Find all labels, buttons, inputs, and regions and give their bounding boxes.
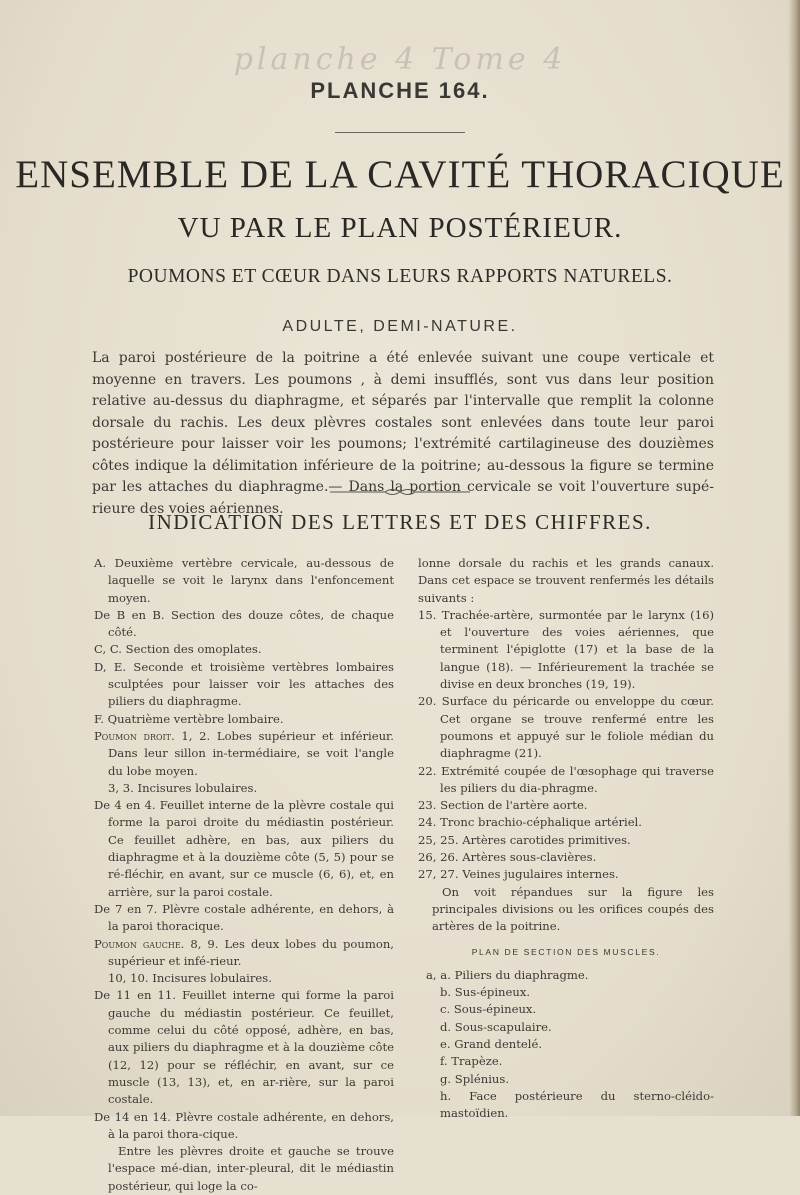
subtitle-scale: ADULTE, DEMI-NATURE. bbox=[282, 318, 518, 335]
legend-entry bbox=[94, 641, 394, 658]
legend-entry bbox=[418, 967, 714, 984]
legend-entry-text: 1, 2. Lobes supérieur et inférieur. Dans leur sillon in-termédiaire, se voit l'angle du lobe moyen. bbox=[108, 728, 394, 778]
legend-entry-text: De 7 en 7. Plèvre costale adhérente, en dehors, à la paroi thoracique. bbox=[94, 901, 394, 934]
legend-entry-text: 3, 3. Incisures lobulaires. bbox=[108, 780, 258, 795]
legend-entry bbox=[418, 1053, 714, 1070]
legend-entry bbox=[418, 797, 714, 814]
legend-entry bbox=[418, 763, 714, 798]
legend-entry bbox=[418, 693, 714, 762]
legend-entry bbox=[418, 866, 714, 883]
plate-number: PLANCHE 164. bbox=[310, 78, 490, 103]
legend-entry-text: g. Splénius. bbox=[440, 1071, 510, 1086]
legend-entry bbox=[94, 607, 394, 642]
legend-entry bbox=[94, 728, 394, 780]
legend-entry-text: 23. Section de l'artère aorte. bbox=[418, 798, 588, 813]
legend-entry bbox=[418, 814, 714, 831]
legend-entry-text: 25, 25. Artères carotides primitives. bbox=[418, 832, 631, 847]
lung-label: Poumon droit. bbox=[94, 728, 175, 743]
legend-right-column bbox=[418, 555, 714, 1123]
legend-entry bbox=[94, 936, 394, 971]
legend-entry bbox=[94, 901, 394, 936]
legend-entry-text: A. Deuxième vertèbre cervicale, au-dessous de laquelle se voit le larynx dans l'enfoncement moyen. bbox=[94, 556, 394, 605]
legend-entry bbox=[418, 984, 714, 1001]
legend-entry-text: De 4 en 4. Feuillet interne de la plèvre costale qui forme la paroi droite du médiastin postérieur. Ce feuillet adhère, en bas, aux piliers du diaphragme et à la douzième côte (5, 5) pour se ré-fléchir, en avant, sur ce muscle (6, 6), et, en arrière, sur la paroi costale. bbox=[94, 798, 394, 899]
legend-entry-text: 22. Extrémité coupée de l'œsophage qui traverse les piliers du dia-phragme. bbox=[418, 763, 714, 795]
legend-entry bbox=[418, 884, 714, 936]
ornament-divider bbox=[330, 487, 470, 497]
legend-entry-text: 15. Trachée-artère, surmontée par le larynx (16) et l'ouverture des voies aériennes, que terminent l'épiglotte (17) et la base de la langue (18). — Inférieurement la trachée se divise en deux bronches (19, 19). bbox=[418, 607, 714, 692]
title-divider bbox=[335, 132, 465, 133]
legend-entry bbox=[418, 607, 714, 693]
legend-entry bbox=[94, 555, 394, 607]
legend-entry-text: a, a. Piliers du diaphragme. bbox=[426, 967, 589, 982]
subtitle: VU PAR LE PLAN POSTÉRIEUR. bbox=[177, 212, 623, 244]
legend-entry-text: d. Sous-scapulaire. bbox=[440, 1019, 552, 1034]
legend-entry-text: PLAN DE SECTION DES MUSCLES. bbox=[471, 946, 661, 957]
legend-entry bbox=[94, 711, 394, 728]
subtitle-organs: POUMONS ET CŒUR DANS LEURS RAPPORTS NATURELS. bbox=[127, 266, 673, 287]
legend-entry-text: 8, 9. Les deux lobes du poumon, supérieur et infé-rieur. bbox=[108, 936, 394, 968]
legend-entry bbox=[418, 555, 714, 607]
legend-entry-text: f. Trapèze. bbox=[440, 1054, 503, 1069]
legend-entry bbox=[418, 1001, 714, 1018]
legend-entry-text: 26, 26. Artères sous-clavières. bbox=[418, 850, 597, 865]
legend-entry-text: C, C. Section des omoplates. bbox=[94, 642, 262, 657]
main-title: ENSEMBLE DE LA CAVITÉ THORACIQUE bbox=[15, 153, 785, 196]
legend-entry-text: lonne dorsale du rachis et les grands canaux. Dans cet espace se trouvent renfermés les détails suivants : bbox=[418, 556, 714, 605]
legend-entry-text: De 11 en 11. Feuillet interne qui forme la paroi gauche du médiastin postérieur. Ce feuillet, comme celui du côté opposé, adhère, en bas, aux piliers du diaphragme et à la douzième côte (12, 12) pour se réfléchir, en avant, sur ce muscle (13, 13), et, en ar-rière, sur la paroi costale. bbox=[94, 988, 394, 1107]
legend-entry-text: D, E. Seconde et troisième vertèbres lombaires sculptées pour laisser voir les attaches des piliers du diaphragme. bbox=[94, 659, 394, 709]
legend-entry-text: De 14 en 14. Plèvre costale adhérente, en dehors, à la paroi thora-cique. bbox=[94, 1109, 394, 1141]
legend-entry bbox=[418, 1036, 714, 1053]
legend-entry bbox=[94, 1143, 394, 1195]
legend-entry bbox=[418, 1071, 714, 1088]
legend-left-column bbox=[94, 555, 394, 1195]
legend-title: INDICATION DES LETTRES ET DES CHIFFRES. bbox=[148, 510, 652, 534]
legend-entry bbox=[418, 944, 714, 961]
legend-entry-text: b. Sus-épineux. bbox=[440, 985, 531, 1000]
legend-entry-text: De B en B. Section des douze côtes, de chaque côté. bbox=[94, 607, 394, 640]
legend-entry-text: Entre les plèvres droite et gauche se trouve l'espace mé-dian, inter-pleural, dit le médiastin postérieur, qui loge la co- bbox=[108, 1144, 394, 1193]
legend-entry bbox=[418, 849, 714, 866]
legend-entry bbox=[94, 970, 394, 987]
legend-entry-text: 20. Surface du péricarde ou enveloppe du cœur. Cet organe se trouve renfermé entre les poumons et appuyé sur le foliole médian du diaphragme (21). bbox=[418, 694, 714, 761]
legend-entry-text: On voit répandues sur la figure les principales divisions ou les orifices coupés des artères de la poitrine. bbox=[432, 884, 714, 934]
legend-entry bbox=[418, 832, 714, 849]
legend-entry bbox=[418, 1019, 714, 1036]
legend-entry-text: F. Quatrième vertèbre lombaire. bbox=[94, 711, 284, 726]
legend-entry-text: 27, 27. Veines jugulaires internes. bbox=[418, 867, 619, 882]
legend-entry bbox=[94, 797, 394, 901]
legend-entry-text: 24. Tronc brachio-céphalique artériel. bbox=[418, 815, 642, 830]
legend-entry-text: 10, 10. Incisures lobulaires. bbox=[108, 971, 272, 986]
legend-entry bbox=[94, 987, 394, 1108]
legend-entry-text: e. Grand dentelé. bbox=[440, 1037, 543, 1052]
intro-paragraph: La paroi postérieure de la poitrine a été enlevée suivant une coupe verticale et moyenne en travers. Les poumons , à demi insufflés, sont vus dans leur position relative au-dessus du diaphragme, et séparés par l'intervalle que remplit la colonne dorsale du rachis. Les deux plèvres costales sont enlevées dans toute leur paroi postérieure pour laisser voir les poumons; l'extrémité cartilagineuse des douzièmes côtes indique la délimitation inférieure de la poitrine; au-dessous la figure se termine par les attaches du diaphragme.— Dans la portion cervicale se voit l'ouverture supé-rieure des voies aériennes. bbox=[92, 350, 714, 517]
lung-label: Poumon gauche. bbox=[94, 936, 185, 951]
legend-entry bbox=[418, 1088, 714, 1123]
legend-entry bbox=[94, 659, 394, 711]
legend-entry bbox=[94, 780, 394, 797]
handwritten-caption: planche 4 Tome 4 bbox=[233, 42, 567, 77]
legend-entry bbox=[94, 1109, 394, 1144]
legend-entry-text: h. Face postérieure du sterno-cléido-mastoïdien. bbox=[440, 1088, 714, 1121]
legend-entry-text: c. Sous-épineux. bbox=[440, 1002, 537, 1017]
